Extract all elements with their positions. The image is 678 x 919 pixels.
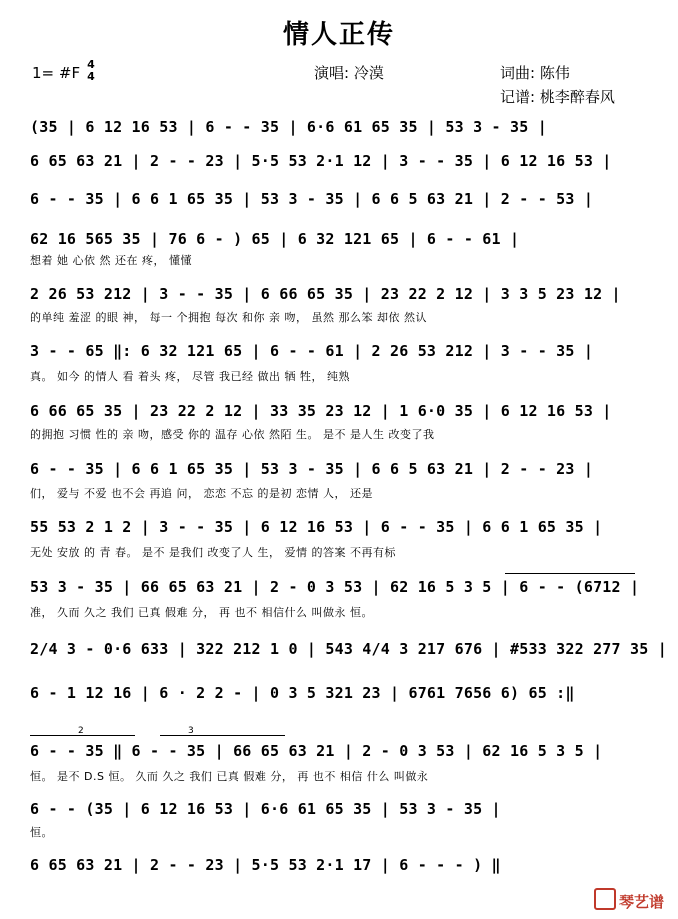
score-line-11: 2/4 3 - 0·6 633 | 322 212 1 0 | 543 4/4 3 217 676 | #533 322 277 35 |	[30, 640, 667, 658]
lyric-line-13: 恒。 是不 D.S 恒。 久而 久之 我们 已真 假难 分， 再 也不 相信 什么 叫做永	[30, 770, 429, 783]
score-line-7: 6 66 65 35 | 23 22 2 12 | 33 35 23 12 | 1 6·0 35 | 6 12 16 53 |	[30, 402, 612, 420]
lyric-line-4: 想着 她 心依 然 还在 疼， 懂懂	[30, 254, 192, 267]
lyric-line-8: 们， 爱与 不爱 也不会 再追 问， 恋恋 不忘 的是初 恋情 人， 还是	[30, 487, 373, 500]
time-signature-top: 4	[87, 58, 95, 71]
score-line-4: 62 16 565 35 | 76 6 - ) 65 | 6 32 121 65 | 6 - - 61 |	[30, 230, 520, 248]
volta-bracket-top	[505, 573, 635, 574]
score-line-6: 3 - - 65 ‖: 6 32 121 65 | 6 - - 61 | 2 26 53 212 | 3 - - 35 |	[30, 342, 594, 360]
singer-credit: 演唱: 冷漠	[314, 64, 384, 82]
lyric-line-9: 无处 安放 的 青 春。 是不 是我们 改变了人 生， 爱情 的答案 不再有标	[30, 546, 396, 559]
score-line-15: 6 65 63 21 | 2 - - 23 | 5·5 53 2·1 17 | 6 - - - ) ‖	[30, 856, 501, 874]
score-line-8: 6 - - 35 | 6 6 1 65 35 | 53 3 - 35 | 6 6 5 63 21 | 2 - - 23 |	[30, 460, 594, 478]
time-signature-bottom: 4	[87, 70, 95, 83]
key-signature: 1= #F	[32, 64, 81, 82]
composer-credit: 词曲: 陈伟	[500, 64, 570, 82]
score-line-2: 6 65 63 21 | 2 - - 23 | 5·5 53 2·1 12 | 3 - - 35 | 6 12 16 53 |	[30, 152, 612, 170]
lyric-line-7: 的拥抱 习惯 性的 亲 吻，感受 你的 温存 心依 然陌 生。 是不 是人生 改变了我	[30, 428, 435, 441]
score-line-5: 2 26 53 212 | 3 - - 35 | 6 66 65 35 | 23 22 2 12 | 3 3 5 23 12 |	[30, 285, 621, 303]
volta-3-bracket: 3	[160, 735, 285, 736]
score-line-14: 6 - - (35 | 6 12 16 53 | 6·6 61 65 35 | 53 3 - 35 |	[30, 800, 501, 818]
score-line-1: (35 | 6 12 16 53 | 6 - - 35 | 6·6 61 65 35 | 53 3 - 35 |	[30, 118, 547, 136]
score-line-9: 55 53 2 1 2 | 3 - - 35 | 6 12 16 53 | 6 - - 35 | 6 6 1 65 35 |	[30, 518, 603, 536]
time-signature	[86, 59, 96, 83]
logo-text: 琴艺谱	[619, 893, 665, 911]
transcriber-credit: 记谱: 桃李醉春风	[500, 88, 615, 106]
score-line-13: 6 - - 35 ‖ 6 - - 35 | 66 65 63 21 | 2 - 0 3 53 | 62 16 5 3 5 |	[30, 742, 603, 760]
score-line-10: 53 3 - 35 | 66 65 63 21 | 2 - 0 3 53 | 62 16 5 3 5 | 6 - - (6712 |	[30, 578, 640, 596]
song-title: 情人正传	[282, 20, 395, 50]
volta-2-bracket: 2	[30, 735, 135, 736]
lyric-line-5: 的单纯 羞涩 的眼 神， 每一 个拥抱 每次 和你 亲 吻， 虽然 那么笨 却依 然认	[30, 311, 427, 324]
lyric-line-14: 恒。	[30, 826, 53, 839]
lyric-line-10: 准， 久而 久之 我们 已真 假难 分， 再 也不 相信什么 叫做永 恒。	[30, 606, 373, 619]
watermark-logo	[594, 888, 664, 912]
lyric-line-6: 真。 如今 的情人 看 着头 疼， 尽管 我已经 做出 牺 牲， 纯熟	[30, 370, 350, 383]
score-line-3: 6 - - 35 | 6 6 1 65 35 | 53 3 - 35 | 6 6 5 63 21 | 2 - - 53 |	[30, 190, 594, 208]
score-line-12: 6 - 1 12 16 | 6 · 2 2 - | 0 3 5 321 23 | 6761 7656 6) 65 :‖	[30, 684, 575, 702]
logo-icon	[594, 888, 616, 910]
